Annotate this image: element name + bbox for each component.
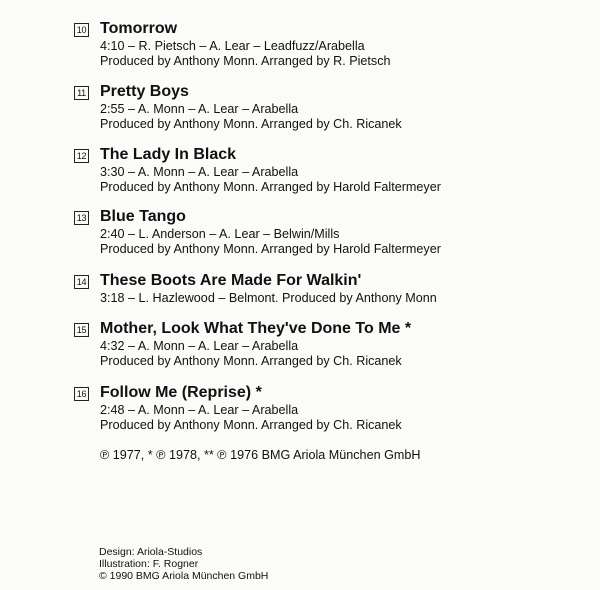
track-number: 14 xyxy=(74,275,89,289)
track-number: 11 xyxy=(74,86,89,100)
track-title: Follow Me (Reprise) * xyxy=(100,384,262,401)
track-production-line: Produced by Anthony Monn. Arranged by Harold Faltermeyer xyxy=(100,242,441,256)
track-title: Mother, Look What They've Done To Me * xyxy=(100,320,412,337)
phonographic-copyright: ℗ 1977, * ℗ 1978, ** ℗ 1976 BMG Ariola München GmbH xyxy=(100,448,421,462)
track-credits-line: 2:55 – A. Monn – A. Lear – Arabella xyxy=(100,102,299,116)
track-number: 15 xyxy=(74,323,89,337)
track-title: Tomorrow xyxy=(100,20,178,37)
design-credit: Design: Ariola-Studios xyxy=(99,546,203,558)
track-production-line: Produced by Anthony Monn. Arranged by Ch. Ricanek xyxy=(100,354,402,368)
track-credits-line: 3:18 – L. Hazlewood – Belmont. Produced by Anthony Monn xyxy=(100,291,437,305)
track-credits-line: 2:40 – L. Anderson – A. Lear – Belwin/Mills xyxy=(100,227,340,241)
track-title: Pretty Boys xyxy=(100,83,189,100)
track-credits-line: 2:48 – A. Monn – A. Lear – Arabella xyxy=(100,403,299,417)
track-number: 12 xyxy=(74,149,89,163)
track-number: 16 xyxy=(74,387,89,401)
track-credits-line: 4:32 – A. Monn – A. Lear – Arabella xyxy=(100,339,299,353)
track-production-line: Produced by Anthony Monn. Arranged by Harold Faltermeyer xyxy=(100,180,441,194)
track-credits-line: 3:30 – A. Monn – A. Lear – Arabella xyxy=(100,165,299,179)
track-title: These Boots Are Made For Walkin' xyxy=(100,272,362,289)
credits-block xyxy=(99,546,268,582)
copyright-credit: © 1990 BMG Ariola München GmbH xyxy=(99,570,269,582)
track-production-line: Produced by Anthony Monn. Arranged by Ch. Ricanek xyxy=(100,418,402,432)
track-title: The Lady In Black xyxy=(100,146,237,163)
illustration-credit: Illustration: F. Rogner xyxy=(99,558,199,570)
track-number: 13 xyxy=(74,211,89,225)
track-title: Blue Tango xyxy=(100,208,186,225)
track-number: 10 xyxy=(74,23,89,37)
track-production-line: Produced by Anthony Monn. Arranged by R. Pietsch xyxy=(100,54,391,68)
track-production-line: Produced by Anthony Monn. Arranged by Ch. Ricanek xyxy=(100,117,402,131)
track-credits-line: 4:10 – R. Pietsch – A. Lear – Leadfuzz/Arabella xyxy=(100,39,365,53)
